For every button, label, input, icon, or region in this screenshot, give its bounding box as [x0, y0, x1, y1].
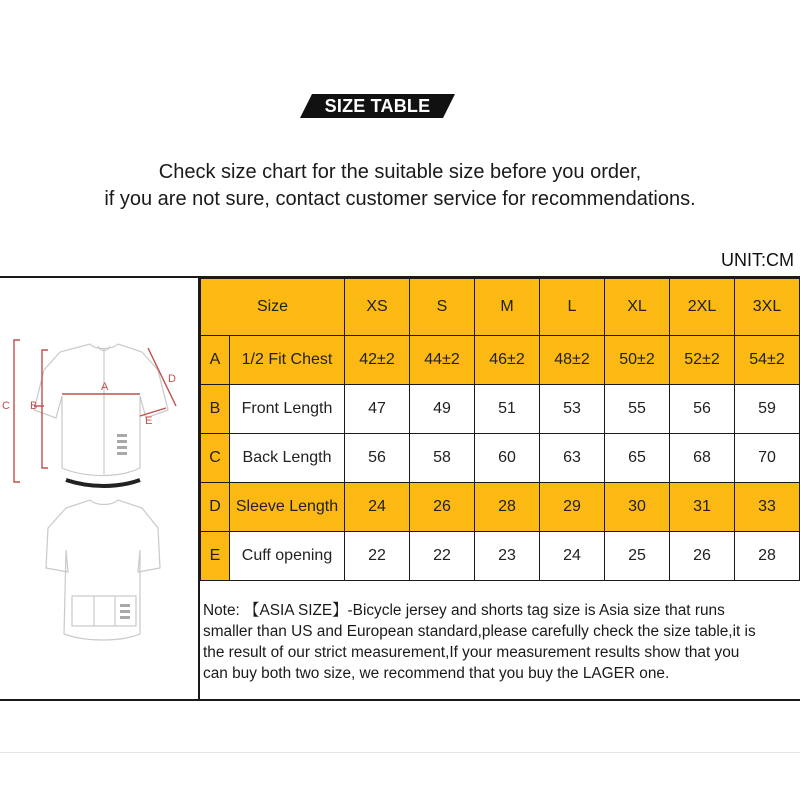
table-cell: 55 [605, 385, 670, 434]
table-cell: 48±2 [540, 336, 605, 385]
table-cell: 56 [345, 434, 410, 483]
table-row-back-length [201, 434, 800, 483]
header-size-label: Size [201, 279, 345, 336]
table-cell: 33 [735, 483, 800, 532]
table-cell: 23 [475, 532, 540, 581]
header-size-l: L [540, 279, 605, 336]
table-cell: 56 [670, 385, 735, 434]
table-cell: 24 [540, 532, 605, 581]
jersey-diagram [0, 278, 198, 700]
table-cell: 25 [605, 532, 670, 581]
table-row-front-length [201, 385, 800, 434]
table-row-chest [201, 336, 800, 385]
header-size-xl: XL [605, 279, 670, 336]
note-line-4: can buy both two size, we recommend that you buy the LAGER one. [203, 665, 670, 682]
row-label: Cuff opening [230, 532, 345, 581]
note-line-2: smaller than US and European standard,please carefully check the size table,it is [203, 623, 756, 640]
row-letter: C [201, 434, 230, 483]
row-label: 1/2 Fit Chest [230, 336, 345, 385]
table-cell: 59 [735, 385, 800, 434]
table-cell: 68 [670, 434, 735, 483]
row-letter: D [201, 483, 230, 532]
label-a: A [101, 381, 109, 393]
table-cell: 58 [410, 434, 475, 483]
table-cell: 60 [475, 434, 540, 483]
table-cell: 28 [735, 532, 800, 581]
header-size-3xl: 3XL [735, 279, 800, 336]
badge-title: SIZE TABLE [324, 96, 431, 116]
header-size-m: M [475, 279, 540, 336]
label-d: D [168, 373, 176, 385]
row-letter: E [201, 532, 230, 581]
unit-label: UNIT:CM [721, 250, 794, 270]
asia-size-note [203, 600, 797, 684]
table-cell: 70 [735, 434, 800, 483]
table-cell: 51 [475, 385, 540, 434]
table-cell: 54±2 [735, 336, 800, 385]
table-cell: 53 [540, 385, 605, 434]
table-cell: 50±2 [605, 336, 670, 385]
table-cell: 46±2 [475, 336, 540, 385]
table-cell: 63 [540, 434, 605, 483]
table-cell: 22 [410, 532, 475, 581]
header-size-2xl: 2XL [670, 279, 735, 336]
intro-line-1: Check size chart for the suitable size before you order, [158, 161, 642, 183]
table-header-row [201, 279, 800, 336]
size-chart-table [200, 278, 800, 581]
header-size-s: S [410, 279, 475, 336]
jersey-back-icon [46, 500, 160, 640]
table-row-cuff-opening [201, 532, 800, 581]
table-cell: 22 [345, 532, 410, 581]
table-cell: 28 [475, 483, 540, 532]
label-e: E [145, 415, 153, 427]
table-cell: 29 [540, 483, 605, 532]
label-c: C [2, 400, 10, 412]
jersey-front-icon [34, 344, 168, 476]
table-cell: 52±2 [670, 336, 735, 385]
table-cell: 65 [605, 434, 670, 483]
table-row-sleeve-length [201, 483, 800, 532]
row-label: Front Length [230, 385, 345, 434]
label-b: B [30, 400, 38, 412]
row-label: Sleeve Length [230, 483, 345, 532]
note-line-3: the result of our strict measurement,If your measurement results show that you [203, 644, 740, 661]
table-cell: 42±2 [345, 336, 410, 385]
table-cell: 26 [410, 483, 475, 532]
header-size-xs: XS [345, 279, 410, 336]
intro-line-2: if you are not sure, contact customer service for recommendations. [104, 188, 696, 210]
size-table-badge [300, 94, 455, 118]
table-cell: 49 [410, 385, 475, 434]
row-letter: A [201, 336, 230, 385]
row-label: Back Length [230, 434, 345, 483]
pocket-grid-icon [117, 434, 127, 455]
row-letter: B [201, 385, 230, 434]
note-line-1: Note: 【ASIA SIZE】-Bicycle jersey and shorts tag size is Asia size that runs [203, 602, 725, 619]
table-cell: 24 [345, 483, 410, 532]
bottom-divider [0, 752, 800, 801]
table-cell: 31 [670, 483, 735, 532]
table-cell: 47 [345, 385, 410, 434]
table-cell: 26 [670, 532, 735, 581]
table-cell: 30 [605, 483, 670, 532]
table-cell: 44±2 [410, 336, 475, 385]
